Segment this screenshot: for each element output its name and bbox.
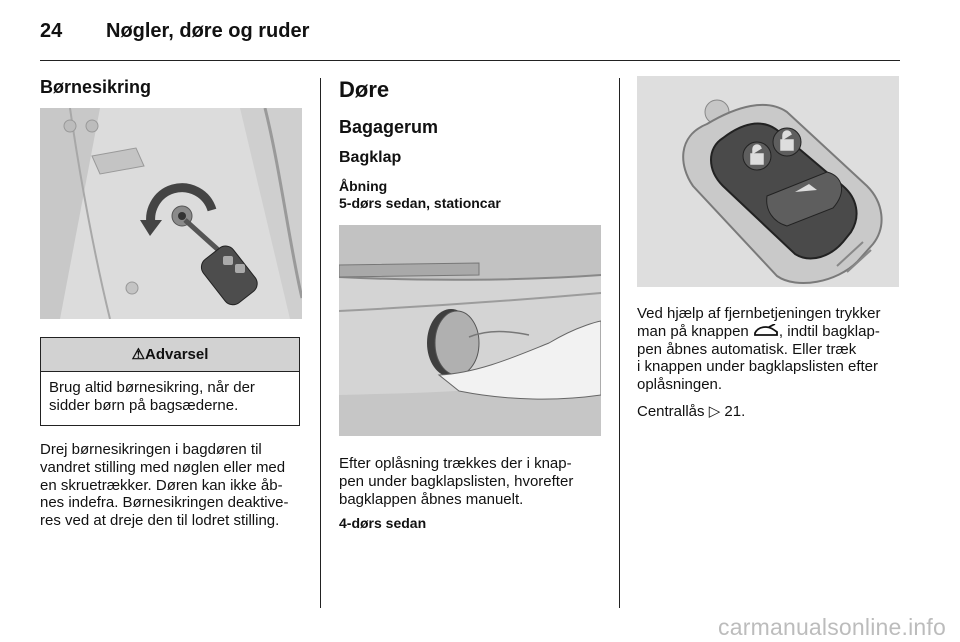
page-number: 24	[40, 20, 63, 42]
text-line: res ved at dreje den til lodret stilling.	[40, 512, 280, 530]
text-line: Ved hjælp af fjernbetjeningen trykker	[637, 305, 881, 322]
column-divider-2	[619, 78, 620, 608]
tailgate-instructions	[339, 455, 609, 508]
section-heading-child-lock: Børnesikring	[40, 77, 152, 97]
remote-key-fob-illustration	[637, 76, 899, 287]
text-line: en skruetrækker. Døren kan ikke åb-	[40, 476, 283, 494]
subheading-5door: 5-dørs sedan, stationcar	[339, 195, 501, 211]
text-line: pen åbnes automatisk. Eller træk	[637, 340, 857, 358]
text-line: nes indefra. Børnesikringen deaktive-	[40, 494, 289, 512]
warning-title: Advarsel	[145, 346, 209, 363]
remote-instructions	[637, 305, 907, 394]
watermark: carmanualsonline.info	[718, 614, 946, 640]
child-lock-key-illustration	[40, 108, 302, 319]
page-title: Nøgler, døre og ruder	[106, 20, 310, 42]
subheading-4door: 4-dørs sedan	[339, 515, 427, 531]
subheading-trunk: Bagagerum	[339, 117, 439, 137]
text-line: vandret stilling med nøglen eller med	[40, 458, 286, 476]
ref-page: 21.	[720, 403, 746, 420]
text-fragment: , indtil bagklap-	[778, 322, 880, 340]
tailgate-figure	[339, 225, 601, 436]
warning-line: Brug altid børnesikring, når der	[49, 379, 255, 396]
warning-box	[40, 337, 300, 426]
text-fragment: man på knappen	[637, 322, 753, 340]
tailgate-handle-illustration	[339, 225, 601, 436]
ref-label: Centrallås	[637, 403, 705, 420]
remote-key-figure	[637, 76, 899, 287]
child-lock-instructions	[40, 441, 310, 530]
car-trunk-icon	[753, 324, 779, 338]
warning-triangle-icon: ⚠	[131, 346, 146, 363]
subheading-opening: Åbning	[339, 178, 388, 194]
text-line: bagklappen åbnes manuelt.	[339, 490, 524, 508]
cross-reference[interactable]	[637, 403, 745, 421]
text-line: pen under bagklapslisten, hvorefter	[339, 472, 574, 490]
text-line: i knappen under bagklapslisten efter	[637, 358, 878, 376]
subheading-tailgate: Bagklap	[339, 149, 402, 166]
header-divider	[40, 60, 900, 61]
warning-header	[41, 338, 299, 372]
column-divider-1	[320, 78, 321, 608]
child-lock-figure	[40, 108, 302, 319]
text-line: oplåsningen.	[637, 376, 723, 394]
text-line	[637, 323, 907, 341]
reference-arrow-icon: ▷	[708, 403, 721, 420]
text-line: Drej børnesikringen i bagdøren til	[40, 441, 262, 458]
warning-text	[41, 372, 299, 415]
text-line: Efter oplåsning trækkes der i knap-	[339, 455, 572, 472]
warning-line: sidder børn på bagsæderne.	[49, 397, 239, 414]
section-heading-doors: Døre	[339, 77, 390, 102]
